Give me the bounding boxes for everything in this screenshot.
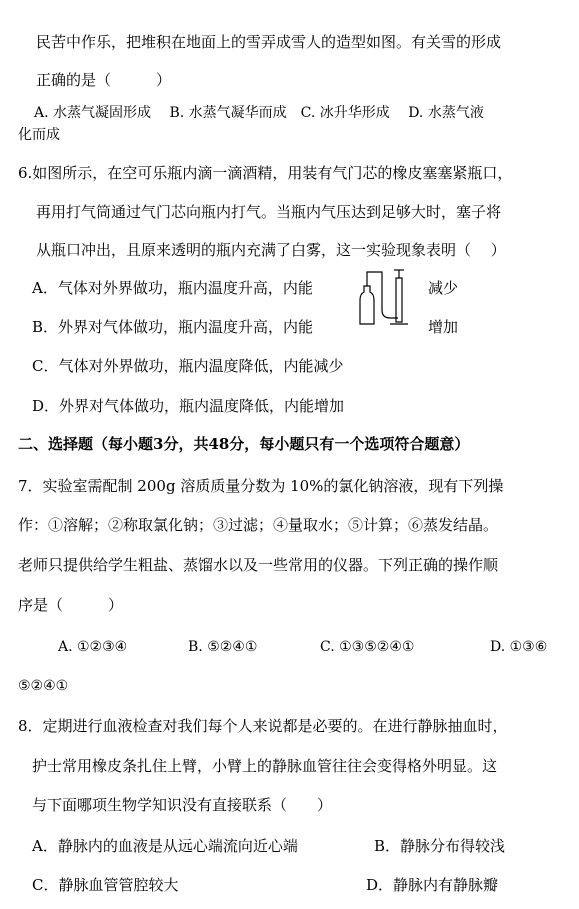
q6-option-b: B．外界对气体做功，瓶内温度升高，内能 (32, 318, 314, 336)
q8-line3: 与下面哪项生物学知识没有直接联系（ ） (32, 796, 333, 814)
q8-option-c: C．静脉血管管腔较大 (32, 876, 179, 894)
q7-option-c: C. ①③⑤②④① (320, 639, 415, 655)
q5-options: A. 水蒸气凝固形成 B. 水蒸气凝华而成 C. 冰升华形成 D. 水蒸气液 (34, 105, 484, 121)
q7-line3: 老师只提供给学生粗盐、蒸馏水以及一些常用的仪器。下列正确的操作顺 (18, 556, 499, 574)
q5-options-wrap: 化而成 (18, 127, 60, 143)
q6-line3: 从瓶口冲出，且原来透明的瓶内充满了白雾，这一实验现象表明（ ） (36, 241, 506, 259)
q7-option-d-wrap: ⑤②④① (18, 678, 69, 694)
q6-option-d: D．外界对气体做功，瓶内温度降低，内能增加 (32, 397, 345, 415)
q6-line1: 6.如图所示，在空可乐瓶内滴一滴酒精，用装有气门芯的橡皮塞塞紧瓶口， (18, 164, 513, 182)
q5-line2: 正确的是（ ） (36, 71, 172, 89)
q7-option-a: A. ①②③④ (58, 639, 128, 655)
q7-line1: 7．实验室需配制 200g 溶质质量分数为 10%的氯化钠溶液，现有下列操 (18, 477, 504, 495)
q7-option-b: B. ⑤②④① (188, 639, 258, 655)
q7-line2: 作：①溶解；②称取氯化钠；③过滤；④量取水；⑤计算；⑥蒸发结晶。 (18, 516, 499, 534)
q7-line4: 序是（ ） (18, 596, 124, 614)
q5-line1: 民苦中作乐，把堆积在地面上的雪弄成雪人的造型如图。有关雪的形成 (36, 33, 502, 51)
q8-option-d: D．静脉内有静脉瓣 (366, 876, 499, 894)
q6-option-a-end: 减少 (428, 279, 459, 297)
q6-option-a: A．气体对外界做功，瓶内温度升高，内能 (32, 279, 313, 297)
q6-option-c: C．气体对外界做功，瓶内温度降低，内能减少 (32, 357, 344, 375)
pump-bottle-figure (352, 266, 416, 330)
q8-option-b: B．静脉分布得较浅 (374, 837, 506, 855)
q6-option-b-end: 增加 (428, 318, 459, 336)
q8-line2: 护士常用橡皮条扎住上臂，小臂上的静脉血管往往会变得格外明显。这 (32, 757, 498, 775)
q8-option-a: A．静脉内的血液是从远心端流向近心端 (32, 837, 298, 855)
section-heading: 二、选择题（每小题3分，共48分，每小题只有一个选项符合题意） (18, 435, 470, 453)
q7-option-d: D. ①③⑥ (490, 639, 548, 655)
q8-line1: 8．定期进行血液检查对我们每个人来说都是必要的。在进行静脉抽血时， (18, 717, 508, 735)
q6-line2: 再用打气筒通过气门芯向瓶内打气。当瓶内气压达到足够大时，塞子将 (36, 203, 502, 221)
